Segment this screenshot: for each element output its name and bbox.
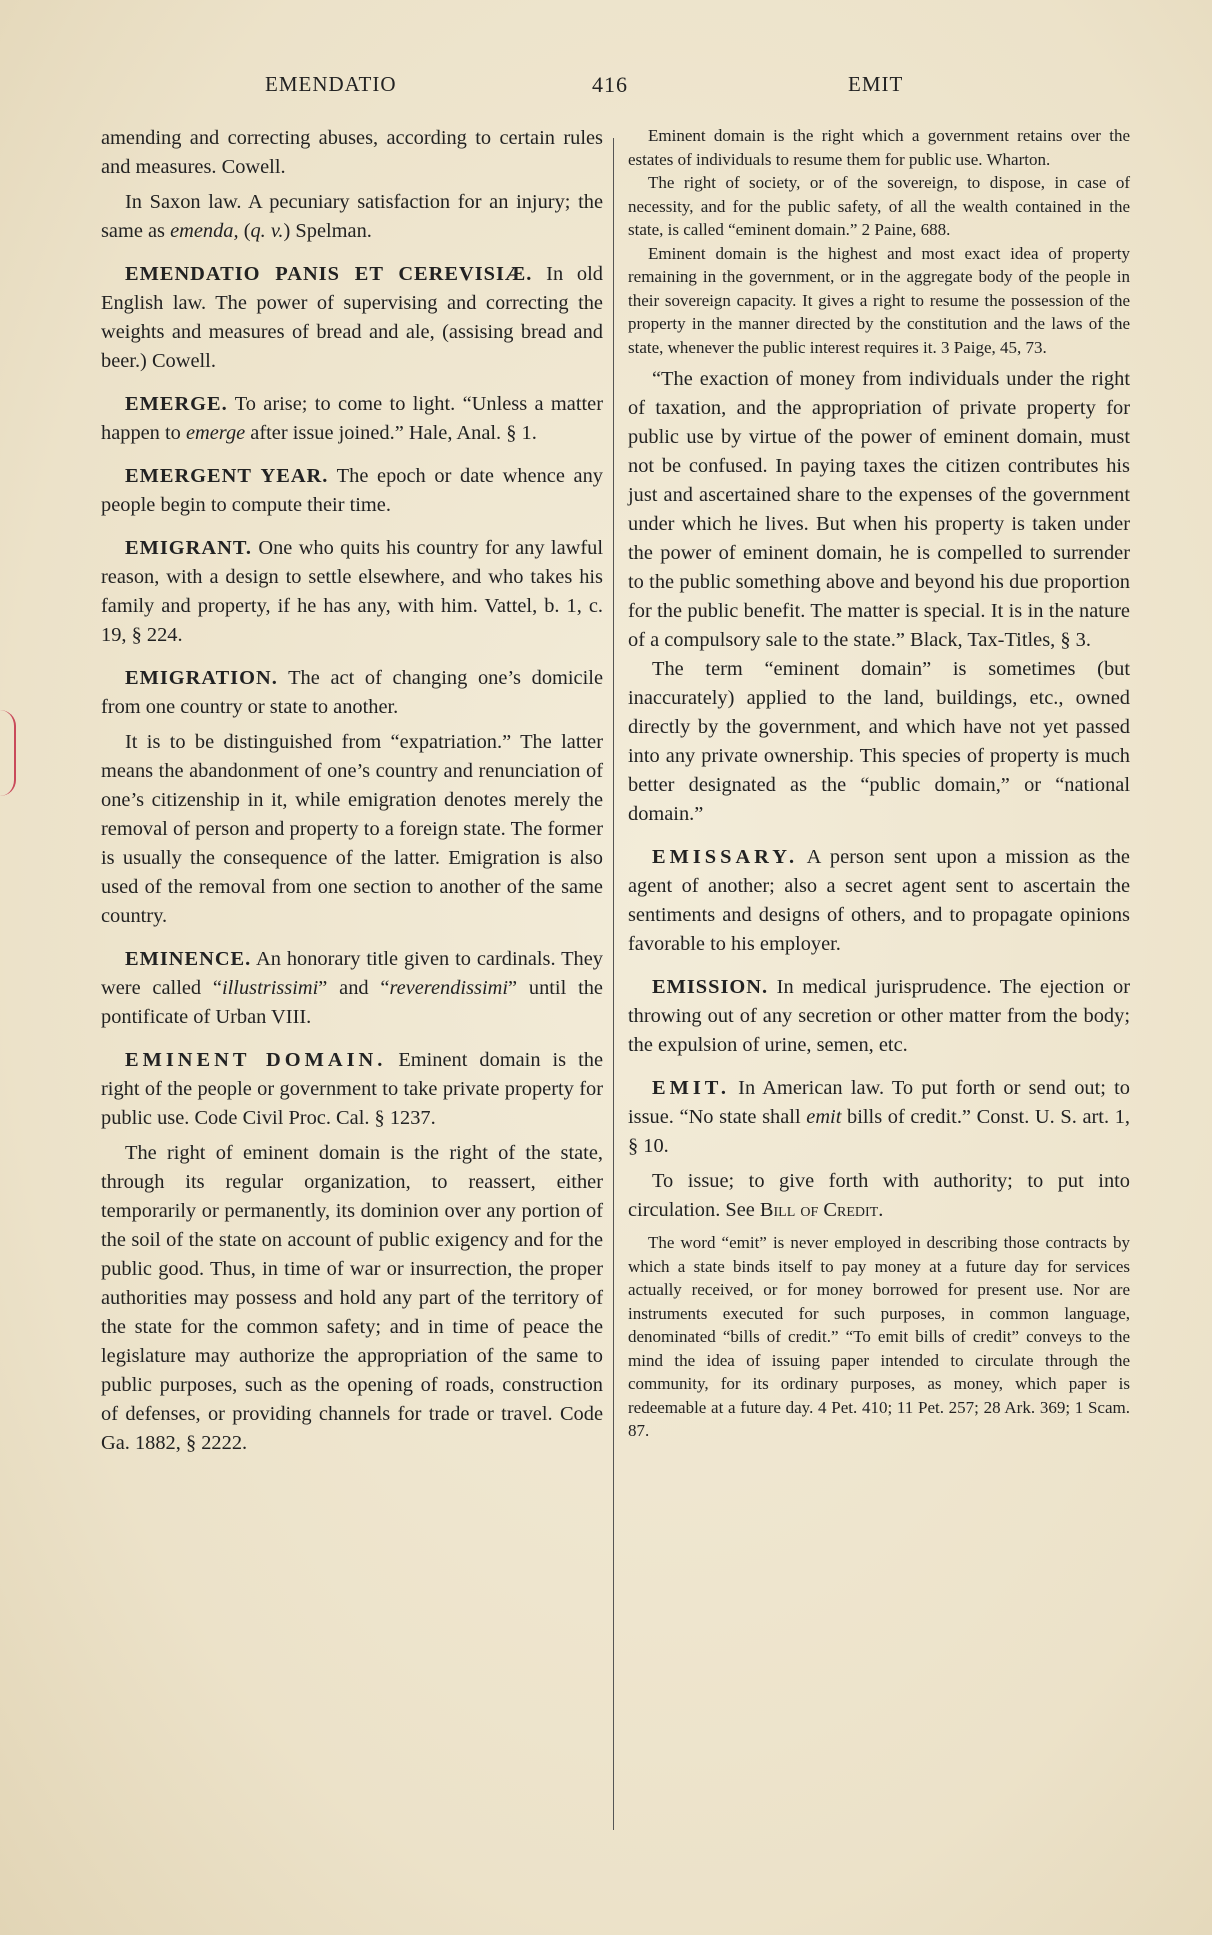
entry-emigrant: EMIGRANT. One who quits his country for any lawful reason, with a design to settle elsewhere, and who takes his family and property, if he has any, with him. Vattel, b. 1, c. 19, § 224. <box>101 537 603 646</box>
headword: EMINENCE. <box>125 948 252 970</box>
headword: EMERGENT YEAR. <box>125 465 329 487</box>
entry-emissary: EMISSARY. A person sent upon a mission as the agent of another; also a secret agent sent to ascertain the sentiments and designs of others, and to propagate opinions favorable to his employer. <box>628 846 1130 955</box>
headword: EMIT. <box>652 1077 730 1099</box>
entry-emission: EMISSION. In medical jurisprudence. The ejection or throwing out of any secretion or other matter from the body; the expulsion of urine, semen, etc. <box>628 976 1130 1056</box>
eminent-domain-paragraph: The right of eminent domain is the right of the state, through its regular organization, to reassert, either temporarily or permanently, its dominion over any portion of the soil of the state on account of public exigency and for the public good. Thus, in time of war or insurrection, the proper authorities may possess and hold any part of the territory of the state for the common safety; and in time of peace the legislature may authorize the appropriation of the same to public purposes, such as the opening of roads, construction of defenses, or providing channels for trade or travel. Code Ga. 1882, § 2222. <box>101 1142 603 1454</box>
margin-bookmark-tab <box>0 710 16 796</box>
emit-paragraph: To issue; to give forth with authority; to put into circulation. See Bill of Credit. <box>628 1170 1130 1221</box>
headword: EMENDATIO PANIS ET CEREVISIÆ. <box>125 263 533 285</box>
headword: EMISSION. <box>652 976 769 998</box>
continuation-paragraph: amending and correcting abuses, according to certain rules and measures. Cowell. <box>101 127 603 178</box>
entry-emigration: EMIGRATION. The act of changing one’s domicile from one country or state to another. <box>101 667 603 718</box>
right-guide-word: EMIT <box>848 72 904 96</box>
small-print-paragraph: Eminent domain is the highest and most exact idea of property remaining in the government, or in the aggregate body of the people in their sovereign capacity. It gives a right to resume the possession of the property in the manner directed by the constitution and the laws of the state, whenever the public interest requires it. 3 Paige, 45, 73. <box>628 243 1130 357</box>
entry-emergent-year: EMERGENT YEAR. The epoch or date whence any people begin to compute their time. <box>101 465 603 516</box>
left-guide-word: EMENDATIO <box>265 72 397 96</box>
emigration-paragraph: It is to be distinguished from “expatriation.” The latter means the abandonment of one’s country and renunciation of one’s citizenship in it, while emigration denotes merely the removal of person and property to a foreign state. The former is usually the consequence of the latter. Emigration is also used of the removal from one section to another of the same country. <box>101 731 603 927</box>
quotation-paragraph: “The exaction of money from individuals under the right of taxation, and the appropriation of private property for public use by virtue of the power of eminent domain, must not be confused. In paying taxes the citizen contributes his just and ascertained share to the expenses of the government under which he lives. But when his property is taken under the power of eminent domain, he is compelled to surrender to the public something above and beyond his due proportion for the public benefit. The matter is special. It is in the nature of a compulsory sale to the state.” Black, Tax-Titles, § 3. <box>628 368 1130 651</box>
headword: EMERGE. <box>125 393 228 415</box>
entry-eminence: EMINENCE. An honorary title given to cardinals. They were called “illustrissimi” and “reverendissimi” until the pontificate of Urban VIII. <box>101 948 603 1028</box>
cross-reference: Bill of Credit. <box>759 1199 884 1221</box>
right-column <box>628 124 1130 1443</box>
small-print-paragraph: The right of society, or of the sovereign, to dispose, in case of necessity, and for the public safety, of all the wealth contained in the state, is called “eminent domain.” 2 Paine, 688. <box>628 173 1130 239</box>
running-header <box>0 72 1212 102</box>
headword: EMINENT DOMAIN. <box>125 1049 387 1071</box>
entry-emendatio-panis: EMENDATIO PANIS ET CEREVISIÆ. In old English law. The power of supervising and correcting the weights and measures of bread and ale, (assising bread and beer.) Cowell. <box>101 263 603 372</box>
page-number: 416 <box>592 72 628 97</box>
headword: EMISSARY. <box>652 846 799 868</box>
headword: EMIGRATION. <box>125 667 278 689</box>
public-domain-paragraph: The term “eminent domain” is sometimes (but inaccurately) applied to the land, buildings, etc., owned directly by the government, and which have not yet passed into any private ownership. This species of property is much better designated as the “public domain,” or “national domain.” <box>628 658 1130 825</box>
saxon-law-paragraph: In Saxon law. A pecuniary satisfaction for an injury; the same as emenda, (q. v.) Spelman. <box>101 191 603 242</box>
entry-emerge: EMERGE. To arise; to come to light. “Unless a matter happen to emerge after issue joined.” Hale, Anal. § 1. <box>101 393 603 444</box>
column-divider <box>613 138 614 1830</box>
headword: EMIGRANT. <box>125 537 253 559</box>
small-print-paragraph: Eminent domain is the right which a government retains over the estates of individuals to resume them for public use. Wharton. <box>628 126 1130 169</box>
left-column <box>101 124 603 1458</box>
entry-emit: EMIT. In American law. To put forth or send out; to issue. “No state shall emit bills of credit.” Const. U. S. art. 1, § 10. <box>628 1077 1130 1157</box>
entry-eminent-domain: EMINENT DOMAIN. Eminent domain is the right of the people or government to take private property for public use. Code Civil Proc. Cal. § 1237. <box>101 1049 603 1129</box>
small-print-paragraph: The word “emit” is never employed in describing those contracts by which a state binds itself to pay money at a future day for services actually received, or for money borrowed for present use. Nor are instruments executed for such purposes, in common language, denominated “bills of credit.” “To emit bills of credit” conveys to the mind the idea of issuing paper intended to circulate through the community, for its ordinary purposes, as money, which paper is redeemable at a future day. 4 Pet. 410; 11 Pet. 257; 28 Ark. 369; 1 Scam. 87. <box>628 1233 1130 1440</box>
